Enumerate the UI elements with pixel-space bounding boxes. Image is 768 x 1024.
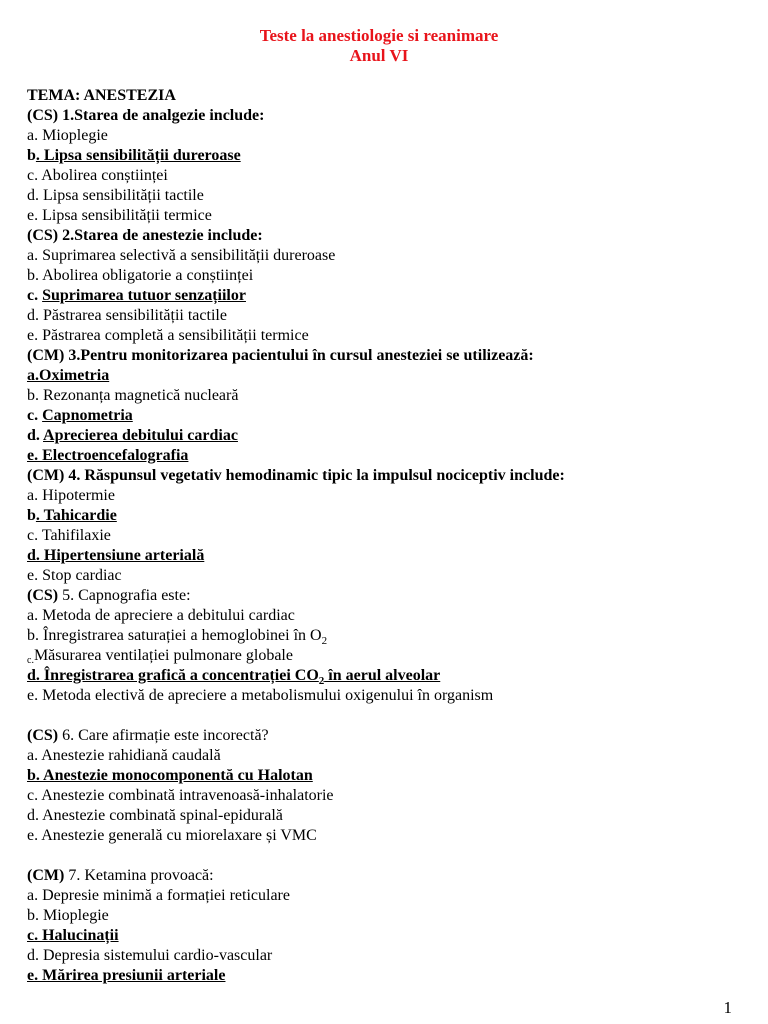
question-text: 7. Ketamina provoacă: bbox=[64, 867, 214, 884]
question-1 bbox=[27, 106, 747, 126]
question-7 bbox=[27, 866, 747, 886]
question-tag: (CS) 1. bbox=[27, 107, 75, 124]
q6-option-d: d. Anestezie combinată spinal-epidurală bbox=[27, 807, 283, 824]
question-text: Pentru monitorizarea pacientului în cursul anesteziei se utilizează: bbox=[80, 347, 534, 364]
option-text: Aprecierea debitului cardiac bbox=[43, 427, 238, 444]
option-prefix: c. bbox=[27, 407, 43, 424]
q5-option-c bbox=[27, 646, 747, 666]
question-tag: (CS) bbox=[27, 587, 59, 604]
q1-option-d: d. Lipsa sensibilității tactile bbox=[27, 187, 204, 204]
question-6 bbox=[27, 726, 747, 746]
question-tag: (CS) bbox=[27, 727, 59, 744]
question-text: 5. Capnografia este: bbox=[58, 587, 191, 604]
question-tag: (CM) 4. bbox=[27, 467, 81, 484]
question-2 bbox=[27, 226, 747, 246]
question-text: Starea de anestezie include: bbox=[74, 227, 263, 244]
topic-heading: TEMA: ANESTEZIA bbox=[27, 87, 176, 104]
q1-option-c: c. Abolirea conștiinței bbox=[27, 167, 168, 184]
q3-option-a-correct: a.Oximetria bbox=[27, 367, 110, 384]
q4-option-a: a. Hipotermie bbox=[27, 487, 115, 504]
q4-option-b-correct bbox=[27, 506, 747, 526]
q1-option-b-correct bbox=[27, 146, 747, 166]
q7-option-b: b. Mioplegie bbox=[27, 907, 109, 924]
option-text: . Lipsa sensibilității dureroase bbox=[35, 147, 241, 164]
q7-option-c-correct: c. Halucinații bbox=[27, 927, 119, 944]
question-tag: (CS) 2. bbox=[27, 227, 75, 244]
document-subtitle: Anul VI bbox=[349, 46, 409, 65]
question-text: 6. Care afirmație este incorectă? bbox=[58, 727, 269, 744]
question-3 bbox=[27, 346, 747, 366]
question-text: Răspunsul vegetativ hemodinamic tipic la impulsul nociceptiv include: bbox=[80, 467, 565, 484]
q6-option-b-correct: b. Anestezie monocomponentă cu Halotan bbox=[27, 767, 313, 784]
q2-option-c-correct bbox=[27, 286, 747, 306]
q3-option-e-correct: e. Electroencefalografia bbox=[27, 447, 189, 464]
option-text: . Tahicardie bbox=[35, 507, 117, 524]
q3-option-b: b. Rezonanța magnetică nucleară bbox=[27, 387, 239, 404]
q7-option-e-correct: e. Mărirea presiunii arteriale bbox=[27, 967, 226, 984]
q2-option-d: d. Păstrarea sensibilității tactile bbox=[27, 307, 227, 324]
option-prefix: b bbox=[27, 507, 36, 524]
q4-option-d-correct: d. Hipertensiune arterială bbox=[27, 547, 205, 564]
option-text-tail: în aerul alveolar bbox=[324, 667, 441, 684]
q3-option-d-correct bbox=[27, 426, 747, 446]
option-text: Măsurarea ventilației pulmonare globale bbox=[33, 647, 293, 664]
q7-option-d: d. Depresia sistemului cardio-vascular bbox=[27, 947, 273, 964]
spacer bbox=[27, 846, 747, 866]
question-4 bbox=[27, 466, 747, 486]
q5-option-a: a. Metoda de apreciere a debitului cardiac bbox=[27, 607, 295, 624]
q3-option-c-correct bbox=[27, 406, 747, 426]
page-number: 1 bbox=[723, 998, 732, 1017]
q5-option-d-correct bbox=[27, 666, 747, 686]
document-body bbox=[27, 86, 747, 986]
question-text: Starea de analgezie include: bbox=[74, 107, 265, 124]
q2-option-e: e. Păstrarea completă a sensibilității termice bbox=[27, 327, 309, 344]
option-prefix: c. bbox=[27, 655, 34, 666]
subscript: 2 bbox=[321, 635, 328, 648]
option-prefix: b bbox=[27, 147, 36, 164]
option-text: d. Înregistrarea grafică a concentrației CO bbox=[27, 667, 319, 684]
q6-option-e: e. Anestezie generală cu miorelaxare și VMC bbox=[27, 827, 317, 844]
q1-option-a: a. Mioplegie bbox=[27, 127, 108, 144]
q7-option-a: a. Depresie minimă a formației reticulare bbox=[27, 887, 290, 904]
q6-option-c: c. Anestezie combinată intravenoasă-inhalatorie bbox=[27, 787, 334, 804]
question-tag: (CM) 3. bbox=[27, 347, 81, 364]
option-text: Capnometria bbox=[42, 407, 133, 424]
q1-option-e: e. Lipsa sensibilității termice bbox=[27, 207, 212, 224]
q5-option-e: e. Metoda electivă de apreciere a metabolismului oxigenului în organism bbox=[27, 687, 494, 704]
question-5 bbox=[27, 586, 747, 606]
q6-option-a: a. Anestezie rahidiană caudală bbox=[27, 747, 221, 764]
option-text: Suprimarea tutuor senzațiilor bbox=[42, 287, 246, 304]
q4-option-c: c. Tahifilaxie bbox=[27, 527, 111, 544]
q5-option-b bbox=[27, 626, 747, 646]
document-title: Teste la anestiologie si reanimare bbox=[259, 26, 499, 45]
spacer bbox=[27, 706, 747, 726]
subscript: 2 bbox=[318, 675, 325, 688]
option-prefix: d. bbox=[27, 427, 44, 444]
q2-option-b: b. Abolirea obligatorie a conștiinței bbox=[27, 267, 254, 284]
option-prefix: c. bbox=[27, 287, 43, 304]
q4-option-e: e. Stop cardiac bbox=[27, 567, 122, 584]
option-text: b. Înregistrarea saturației a hemoglobinei în O bbox=[27, 627, 322, 644]
question-tag: (CM) bbox=[27, 867, 65, 884]
q2-option-a: a. Suprimarea selectivă a sensibilității dureroase bbox=[27, 247, 336, 264]
